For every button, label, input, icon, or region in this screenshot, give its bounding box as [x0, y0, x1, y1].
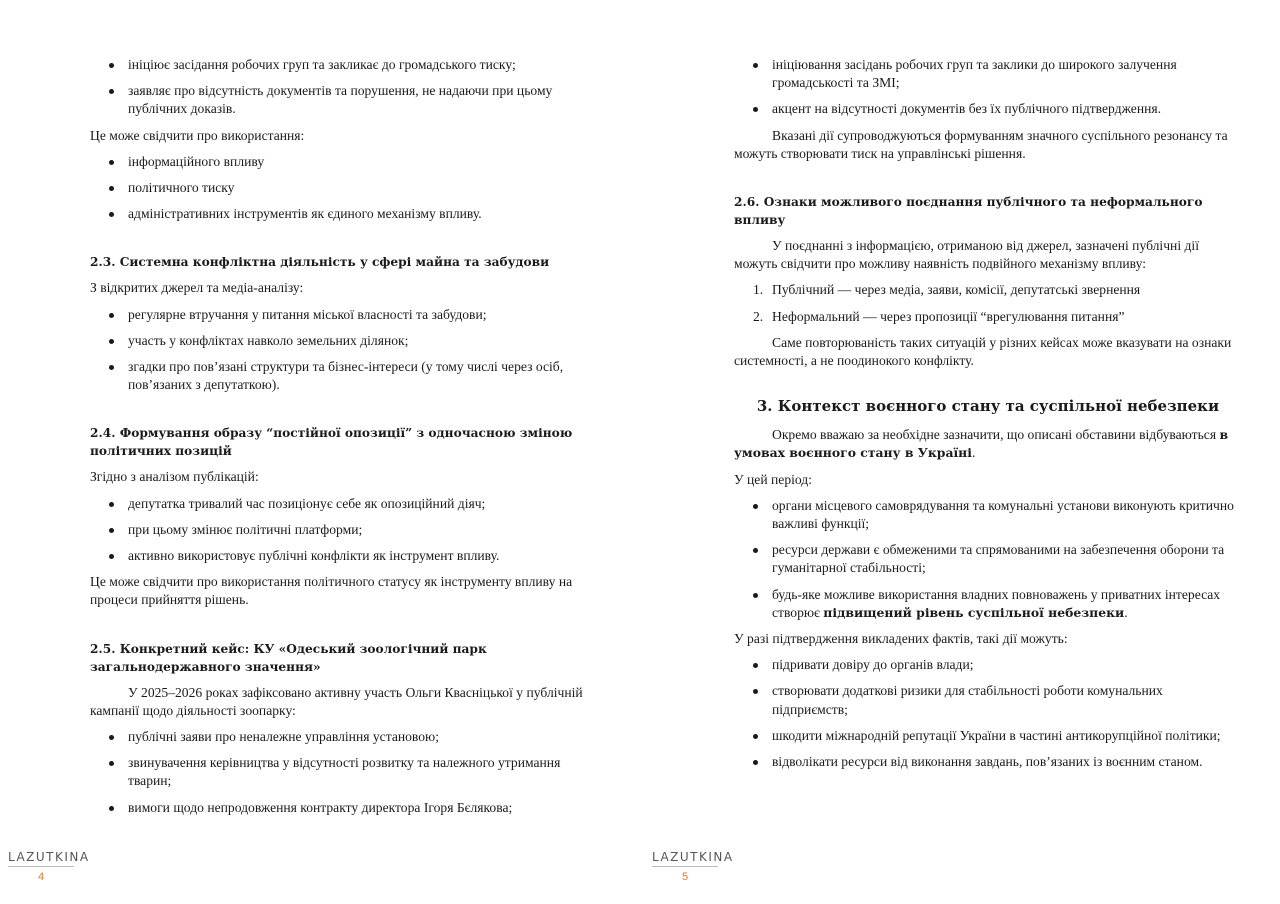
page-right [644, 0, 1280, 904]
list-item-text: . [1124, 604, 1128, 620]
paragraph: У разі підтвердження викладених фактів, такі дії можуть: [734, 631, 1068, 647]
list-item: вимоги щодо непродовження контракту директора Ігоря Бєлякова; [128, 799, 590, 817]
list-item: згадки про пов’язані структури та бізнес-інтереси (у тому числі через осіб, пов’язаних з депутаткою). [128, 358, 590, 394]
list-item: участь у конфліктах навколо земельних ділянок; [128, 332, 590, 350]
bullet-list [734, 56, 1242, 119]
list-item: створювати додаткові ризики для стабільності роботи комунальних підприємств; [772, 682, 1242, 718]
paragraph [734, 426, 1242, 462]
list-item: заявляє про відсутність документів та порушення, не надаючи при цьому публічних доказів. [128, 82, 590, 118]
list-number: 1. [753, 282, 764, 298]
section-heading: 2.6. Ознаки можливого поєднання публічного та неформального впливу [734, 195, 1203, 228]
list-item: ініціювання засідань робочих груп та заклики до широкого залучення громадськості та ЗМІ; [772, 56, 1242, 92]
paragraph: Це може свідчити про використання: [90, 127, 305, 143]
paragraph: Згідно з аналізом публікацій: [90, 469, 259, 485]
numbered-list [734, 281, 1242, 325]
list-item: ресурси держави є обмеженими та спрямованими на забезпечення оборони та гуманітарної стабільності; [772, 541, 1242, 577]
page-footer [652, 850, 734, 883]
list-item: відволікати ресурси від виконання завдань, пов’язаних із воєнним станом. [772, 753, 1242, 771]
paragraph-text: Окремо вважаю за необхідне зазначити, що описані обставини відбуваються [772, 427, 1220, 443]
list-item: при цьому змінює політичні платформи; [128, 521, 590, 539]
paragraph-text: . [971, 445, 976, 461]
emphasis-text: в умовах воєнного стану в Україні [734, 427, 1229, 461]
list-item: звинувачення керівництва у відсутності розвитку та належного утримання тварин; [128, 754, 590, 790]
list-item [753, 281, 1242, 299]
list-item-text: Неформальний — через пропозиції “врегулювання питання” [772, 308, 1125, 324]
page-footer [8, 850, 90, 883]
bullet-list [90, 728, 590, 817]
list-item: ініціює засідання робочих груп та закликає до громадського тиску; [128, 56, 590, 74]
bullet-list [90, 306, 590, 395]
list-item [772, 586, 1242, 622]
list-item: публічні заяви про неналежне управління установою; [128, 728, 590, 746]
paragraph: З відкритих джерел та медіа-аналізу: [90, 280, 304, 296]
list-number: 2. [753, 308, 764, 324]
brand-logo: LAZUTKINA [8, 850, 74, 867]
bullet-list [734, 656, 1242, 771]
list-item-text: Публічний — через медіа, заяви, комісії, депутатські звернення [772, 282, 1141, 298]
page-left-content [90, 56, 590, 825]
paragraph: У поєднанні з інформацією, отриманою від джерел, зазначені публічні дії можуть свідчити про можливу наявність подвійного механізму впливу: [734, 238, 1199, 272]
page-number: 4 [37, 871, 45, 883]
paragraph: Це може свідчити про використання політичного статусу як інструменту впливу на процеси прийняття рішень. [90, 574, 573, 608]
list-item: органи місцевого самоврядування та комунальні установи виконують критично важливі функції; [772, 497, 1242, 533]
bullet-list [90, 495, 590, 566]
list-item: депутатка тривалий час позиціонує себе як опозиційний діяч; [128, 495, 590, 513]
list-item: політичного тиску [128, 179, 590, 197]
list-item: підривати довіру до органів влади; [772, 656, 1242, 674]
list-item: інформаційного впливу [128, 153, 590, 171]
brand-logo: LAZUTKINA [652, 850, 718, 867]
paragraph: Саме повторюваність таких ситуацій у різних кейсах може вказувати на ознаки системності, а не поодинокого конфлікту. [734, 334, 1232, 369]
list-item [753, 308, 1242, 326]
page-number: 5 [681, 871, 689, 883]
bullet-list [734, 497, 1242, 622]
list-item-text: будь-яке можливе використання владних повноважень у приватних інтересах створює [772, 586, 1221, 620]
page-right-content [734, 56, 1242, 779]
list-item: регулярне втручання у питання міської власності та забудови; [128, 306, 590, 324]
paragraph: У 2025–2026 роках зафіксовано активну участь Ольги Квасніцької у публічній кампанії щодо діяльності зоопарку: [90, 684, 583, 718]
bullet-list [90, 56, 590, 119]
bullet-list [90, 153, 590, 224]
chapter-heading: 3. Контекст воєнного стану та суспільної небезпеки [756, 397, 1220, 416]
section-heading: 2.4. Формування образу “постійної опозиції” з одночасною зміною політичних позицій [90, 426, 573, 459]
paragraph: У цей період: [734, 471, 812, 487]
list-item: акцент на відсутності документів без їх публічного підтвердження. [772, 100, 1242, 118]
list-item: шкодити міжнародній репутації України в частині антикорупційної політики; [772, 727, 1242, 745]
paragraph: Вказані дії супроводжуються формуванням значного суспільного резонансу та можуть створювати тиск на управлінські рішення. [734, 127, 1228, 161]
list-item: адміністративних інструментів як єдиного механізму впливу. [128, 205, 590, 223]
section-heading: 2.3. Системна конфліктна діяльність у сфері майна та забудови [90, 255, 550, 270]
emphasis-text: підвищений рівень суспільної небезпеки [823, 604, 1125, 620]
section-heading: 2.5. Конкретний кейс: КУ «Одеський зоологічний парк загальнодержавного значення» [90, 641, 487, 674]
list-item: активно використовує публічні конфлікти як інструмент впливу. [128, 547, 590, 565]
